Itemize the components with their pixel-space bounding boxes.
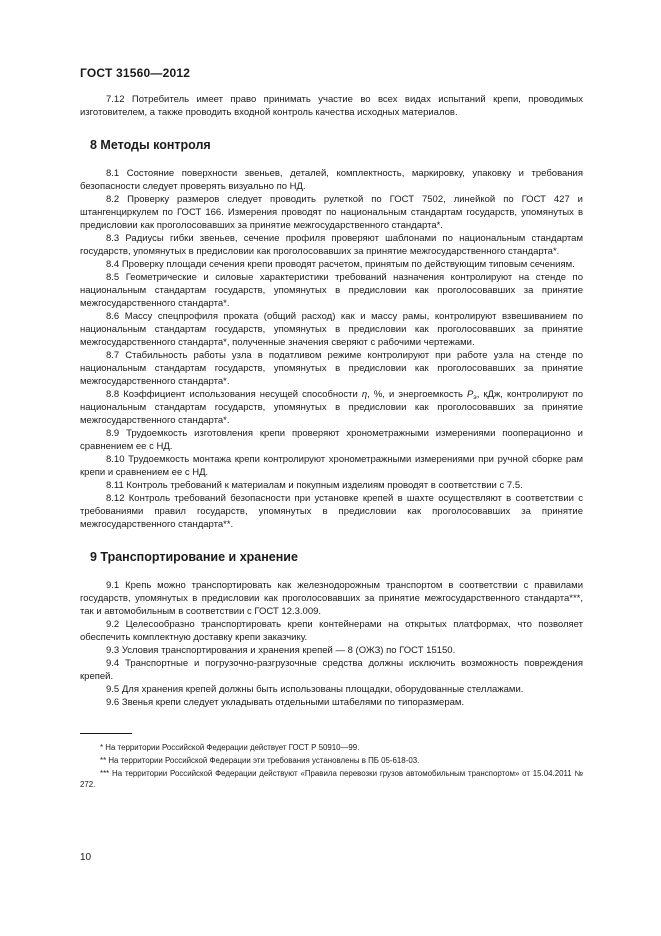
paragraph-8-3: 8.3 Радиусы гибки звеньев, сечение профиля проверяют шаблонами по национальным стандартам государств, упомянутых в предисловии как проголосовавших за принятие межгосударственного стандарта*. — [80, 233, 583, 257]
paragraph-8-12: 8.12 Контроль требований безопасности при установке крепей в шахте осуществляют в соответствии с требованиями правил государств, упомянутых в предисловии как проголосовавших за принятие межгосударственного стандарта**. — [80, 493, 583, 530]
paragraph-8-11: 8.11 Контроль требований к материалам и покупным изделиям проводят в соответствии с 7.5. — [106, 480, 523, 491]
page-content — [80, 93, 583, 792]
p88-before: 8.8 Коэффициент использования несущей способности — [106, 389, 362, 400]
footnote-2: ** На территории Российской Федерации эти требования установлены в ПБ 05-618-03. — [100, 756, 420, 765]
paragraph-8-8 — [80, 388, 583, 427]
paragraph-8-4: 8.4 Проверку площади сечения крепи проводят расчетом, принятым по действующим типовым сечениям. — [106, 259, 575, 270]
energy-symbol: P — [466, 389, 474, 400]
section-9-title: 9 Транспортирование и хранение — [90, 550, 298, 564]
p88-middle: , %, и энергоемкость — [367, 389, 467, 400]
paragraph-8-9: 8.9 Трудоемкость изготовления крепи проверяют хронометражными измерениями пооперационно и сравнением ее с НД. — [80, 428, 583, 452]
page-number: 10 — [80, 852, 92, 863]
paragraph-8-10: 8.10 Трудоемкость монтажа крепи контролируют хронометражными измерениями при ручной сборке рам крепи и сравнением ее с НД. — [80, 454, 583, 478]
paragraph-8-6: 8.6 Массу спецпрофиля проката (общий расход) как и массу рамы, контролируют взвешиванием по национальным стандартам государств, упомянутых в предисловии как проголосовавших за принятие межгосударственного стандарта*, полученные значения сверяют с рабочими чертежами. — [80, 311, 583, 348]
footnotes — [80, 742, 583, 790]
paragraph-8-7: 8.7 Стабильность работы узла в податливом режиме контролируют при работе узла на стенде по национальным стандартам государств, упомянутых в предисловии как проголосовавших за принятие межгосударственного стандарта*. — [80, 350, 583, 387]
paragraph-9-4: 9.4 Транспортные и погрузочно-разгрузочные средства должны исключить возможность повреждения крепей. — [80, 658, 583, 682]
paragraph-8-5: 8.5 Геометрические и силовые характеристики требований назначения контролируют на стенде по национальным стандартам государств, упомянутых в предисловии как проголосовавших за принятие межгосударственного стандарта*. — [80, 272, 583, 309]
p88-after: , кДж, контролируют по национальным стандартам государств, упомянутых в предисловии как проголосовавших за принятие межгосударственного стандарта*. — [80, 389, 583, 426]
footnote-3: *** На территории Российской Федерации действуют «Правила перевозки грузов автомобильным транспортом» от 15.04.2011 № 272. — [80, 769, 583, 789]
paragraph-9-6: 9.6 Звенья крепи следует укладывать отдельными штабелями по типоразмерам. — [106, 697, 465, 708]
energy-subscript: э — [473, 394, 477, 401]
paragraph-9-2: 9.2 Целесообразно транспортировать крепи контейнерами на открытых платформах, что позволяет обеспечить комплектную доставку крепи заказчику. — [80, 619, 583, 643]
paragraph-8-2: 8.2 Проверку размеров следует проводить рулеткой по ГОСТ 7502, линейкой по ГОСТ 427 и штангенциркулем по ГОСТ 166. Измерения проводят по национальным стандартам государств, упомянутых в предисловии как проголосовавших за принятие межгосударственного стандарта*. — [80, 194, 583, 231]
paragraph-9-1: 9.1 Крепь можно транспортировать как железнодорожным транспортом в соответствии с правилами государств, упомянутых в предисловии как проголосовавших за принятие межгосударственного стандарта***, так и автомобильным в соответствии с ГОСТ 12.3.009. — [80, 580, 583, 617]
footnote-divider — [80, 733, 132, 734]
paragraph-9-5: 9.5 Для хранения крепей должны быть использованы площадки, оборудованные стеллажами. — [106, 684, 524, 695]
paragraph-8-1: 8.1 Состояние поверхности звеньев, деталей, комплектность, маркировку, упаковку и требования безопасности следует проверять визуально по НД. — [80, 168, 583, 192]
eta-symbol: η — [361, 389, 368, 400]
document-header: ГОСТ 31560—2012 — [80, 66, 191, 80]
footnote-1: * На территории Российской Федерации действует ГОСТ Р 50910—99. — [100, 743, 360, 752]
paragraph-7-12: 7.12 Потребитель имеет право принимать участие во всех видах испытаний крепи, проводимых изготовителем, а также проводить входной контроль качества исходных материалов. — [80, 94, 583, 118]
paragraph-9-3: 9.3 Условия транспортирования и хранения крепей — 8 (ОЖЗ) по ГОСТ 15150. — [106, 645, 456, 656]
section-8-title: 8 Методы контроля — [90, 138, 211, 152]
